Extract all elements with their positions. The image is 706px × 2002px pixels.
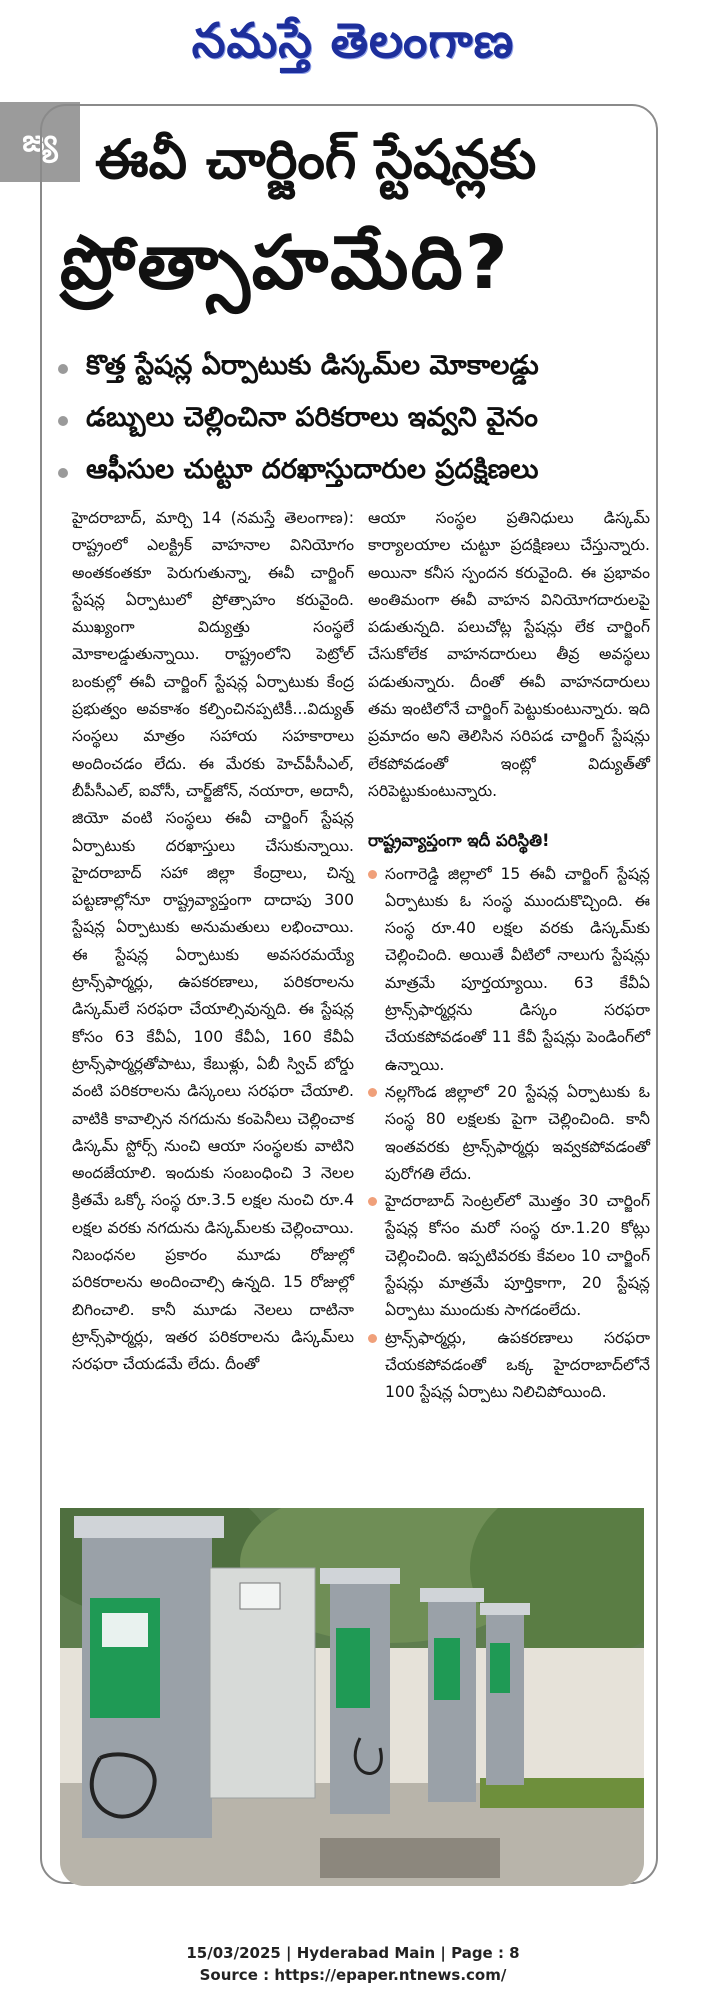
summary-bullets xyxy=(58,343,658,499)
charging-station-photo xyxy=(60,1508,644,1886)
bullet-dot-icon xyxy=(58,468,68,478)
list-dot-icon xyxy=(368,1088,377,1097)
list-item-text: హైదరాబాద్ సెంట్రల్‌లో మొత్తం 30 చార్జింగ్ స్టేషన్ల కోసం మరో సంస్థ రూ.1.20 కోట్లు చెల్లించింది. ఇప్పటివరకు కేవలం 10 చార్జింగ్ స్టేషన్లు మాత్రమే పూర్తికాగా, 20 స్టేషన్ల ఏర్పాటు ముందుకు సాగడంలేదు. xyxy=(385,1192,650,1320)
footer-edition-info: 15/03/2025 | Hyderabad Main | Page : 8 xyxy=(186,1944,520,1962)
bullet-dot-icon xyxy=(58,416,68,426)
article-left-column xyxy=(72,505,354,1379)
footer-source: Source : https://epaper.ntnews.com/ xyxy=(199,1966,507,1984)
summary-bullet-text: కొత్త స్టేషన్ల ఏర్పాటుకు డిస్కమ్‌ల మోకాలడ్డు xyxy=(86,350,539,381)
list-item xyxy=(368,1188,650,1324)
charger-unit xyxy=(320,1568,400,1814)
list-item-text: నల్లగొండ జిల్లాలో 20 స్టేషన్ల ఏర్పాటుకు ఓ సంస్థ 80 లక్షలకు పైగా చెల్లించింది. కానీ ఇంతవరకు ట్రాన్స్‌ఫార్మర్లు ఇవ్వకపోవడంతో పురోగతి లేదు. xyxy=(385,1082,650,1183)
summary-bullet-text: ఆఫీసుల చుట్టూ దరఖాస్తుదారుల ప్రదక్షిణలు xyxy=(86,454,539,485)
right-column-text: ఆయా సంస్థల ప్రతినిధులు డిస్కమ్ కార్యాలయాల చుట్టూ ప్రదక్షిణలు చేస్తున్నారు. అయినా కనీస స్పందన కరువైంది. ఈ ప్రభావం అంతిమంగా ఈవీ వాహన వినియోగదారులపై పడుతున్నది. పలుచోట్ల స్టేషన్లు లేక చార్జింగ్ చేసుకోలేక వాహనదారులు తీవ్ర అవస్థలు పడుతున్నారు. దీంతో ఈవీ వాహనదారులు తమ ఇంటిలోనే చార్జింగ్ పెట్టుకుంటున్నారు. ఇది ప్రమాదం అని తెలిసిన సరిపడ చార్జింగ్ స్టేషన్లు లేకపోవడంతో ఇంట్లో విద్యుత్‌తో సరిపెట్టుకుంటున్నారు. xyxy=(368,509,650,800)
list-item-text: సంగారెడ్డి జిల్లాలో 15 ఈవీ చార్జింగ్ స్టేషన్ల ఏర్పాటుకు ఓ సంస్థ ముందుకొచ్చింది. ఈ సంస్థ రూ.40 లక్షల వరకు డిస్కమ్‌కు చెల్లించింది. అయితే వీటిలో నాలుగు స్టేషన్లు మాత్రమే పూర్తయ్యాయి. 63 కేవీఏ ట్రాన్స్‌ఫార్మర్లను డిస్కం సరఫరా చేయకపోవడంతో 11 కేవీ స్టేషన్లు పెండింగ్‌లో ఉన్నాయి. xyxy=(385,864,650,1074)
bullet-dot-icon xyxy=(58,364,68,374)
summary-bullet xyxy=(58,343,658,395)
list-dot-icon xyxy=(368,1197,377,1206)
summary-bullet xyxy=(58,447,658,499)
charger-unit xyxy=(480,1603,530,1785)
headline-line1: ఈవీ చార్జింగ్ స్టేషన్లకు xyxy=(95,128,537,191)
list-item xyxy=(368,861,650,1079)
page-footer xyxy=(0,1942,706,1986)
list-dot-icon xyxy=(368,1334,377,1343)
charger-unit xyxy=(74,1516,224,1838)
summary-bullet xyxy=(58,395,658,447)
list-item xyxy=(368,1325,650,1407)
list-item xyxy=(368,1079,650,1188)
left-column-text: హైదరాబాద్, మార్చి 14 (నమస్తే తెలంగాణ): రాష్ట్రంలో ఎలక్ట్రిక్ వాహనాల వినియోగం అంతకంతకూ పెరుగుతున్నా, ఈవీ చార్జింగ్ స్టేషన్ల ఏర్పాటులో ప్రోత్సాహం కరువైంది. ముఖ్యంగా విద్యుత్తు సంస్థలే మోకాలడ్డుతున్నాయి. రాష్ట్రంలోని పెట్రోల్ బంకుల్లో ఈవీ చార్జింగ్ స్టేషన్ల ఏర్పాటుకు కేంద్ర ప్రభుత్వం అవకాశం కల్పించినప్పటికీ...విద్యుత్ సంస్థలు మాత్రం సహాయ సహకారాలు అందించడం లేదు. ఈ మేరకు హెచ్‌పీసీఎల్, బీపీసీఎల్, ఐవోసీ, చార్జ్‌జోన్, నయారా, అదానీ, జియో వంటి సంస్థలు ఈవీ చార్జింగ్ స్టేషన్ల ఏర్పాటుకు దరఖాస్తులు చేసుకున్నాయి. హైదరాబాద్ సహా జిల్లా కేంద్రాలు, చిన్న పట్టణాల్లోనూ రాష్ట్రవ్యాప్తంగా దాదాపు 300 స్టేషన్ల ఏర్పాటుకు అనుమతులు లభించాయి. ఈ స్టేషన్ల ఏర్పాటుకు అవసరమయ్యే ట్రాన్స్‌ఫార్మర్లు, ఉపకరణాలు, పరికరాలను డిస్కమ్‌లే సరఫరా చేయాల్సివున్నది. ఈ స్టేషన్ల కోసం 63 కేవీఏ, 100 కేవీఏ, 160 కేవీఏ ట్రాన్స్‌ఫార్మర్లతోపాటు, కేబుళ్లు, ఏబీ స్విచ్ బోర్డు వంటి పరికరాలను డిస్కంలు సరఫరా చేయాలి. వాటికి కావాల్సిన నగదును కంపెనీలు చెల్లించాక డిస్కమ్ స్టోర్స్ నుంచి ఆయా సంస్థలకు వాటిని అందజేయాలి. ఇందుకు సంబంధించి 3 నెలల క్రితమే ఒక్కో సంస్థ రూ.3.5 లక్షల నుంచి రూ.4 లక్షల వరకు నగదును డిస్కమ్‌లకు చెల్లించాయి. నిబంధనల ప్రకారం మూడు రోజుల్లో పరికరాలను అందించాల్సి ఉన్నది. 15 రోజుల్లో బిగించాలి. కానీ మూడు నెలలు దాటినా ట్రాన్స్‌ఫార్మర్లు, ఇతర పరికరాలను డిస్కమ్‌లు సరఫరా చేయడమే లేదు. దీంతో xyxy=(72,509,354,1374)
masthead-title: నమస్తే తెలంగాణ xyxy=(191,13,515,69)
section-tag: జ్య xyxy=(0,102,80,182)
list-dot-icon xyxy=(368,870,377,879)
electrical-panel xyxy=(210,1568,315,1798)
section-subheading: రాష్ట్రవ్యాప్తంగా ఇదీ పరిస్థితి! xyxy=(368,831,550,851)
summary-bullet-text: డబ్బులు చెల్లించినా పరికరాలు ఇవ్వని వైనం xyxy=(86,402,538,433)
charger-unit xyxy=(420,1588,484,1802)
article-right-column xyxy=(368,505,650,1407)
list-item-text: ట్రాన్స్‌ఫార్మర్లు, ఉపకరణాలు సరఫరా చేయకపోవడంతో ఒక్క హైదరాబాద్‌లోనే 100 స్టేషన్ల ఏర్పాటు నిలిచిపోయింది. xyxy=(385,1328,650,1402)
headline-line2: ప్రోత్సాహమేది? xyxy=(60,220,510,306)
